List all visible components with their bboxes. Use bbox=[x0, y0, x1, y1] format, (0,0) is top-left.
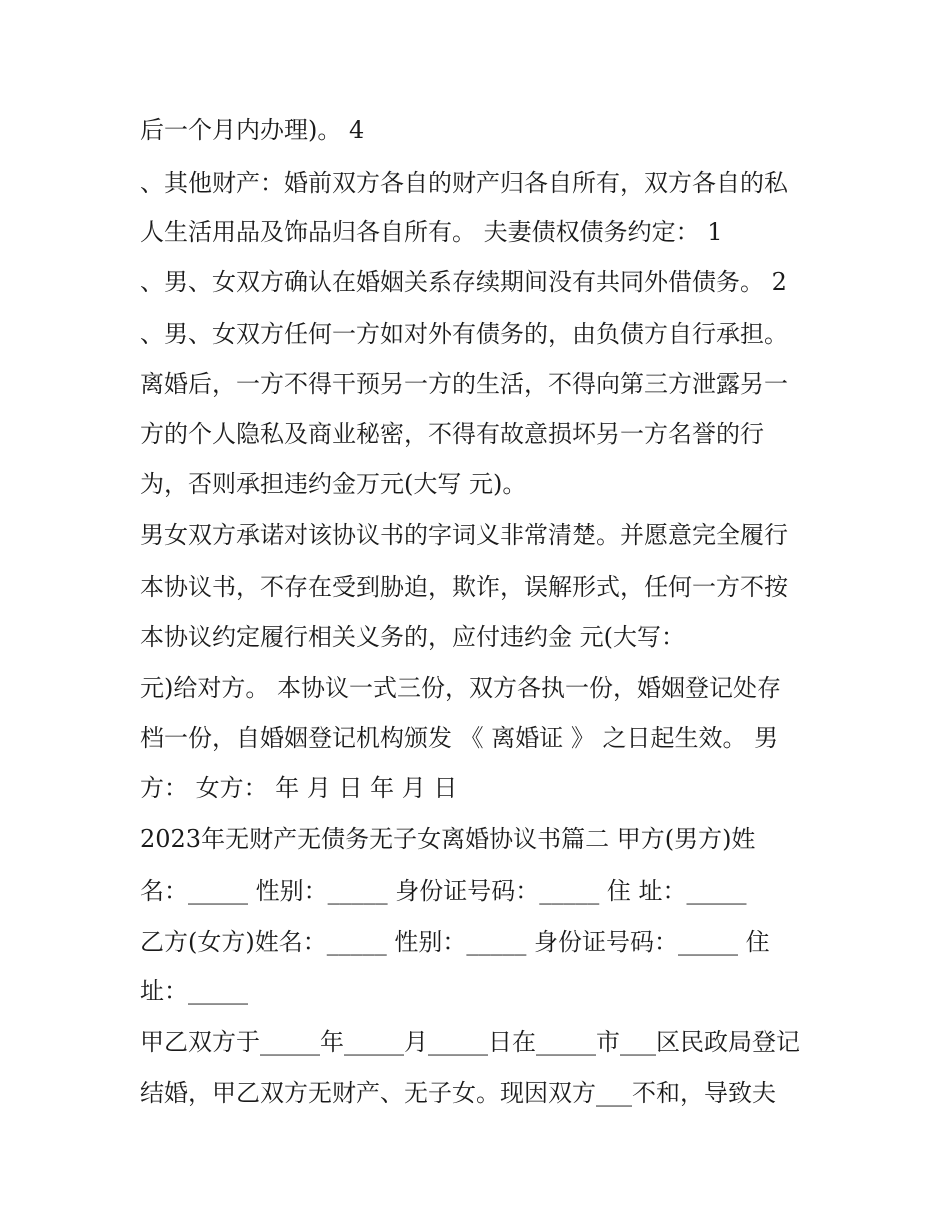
text-line: 本协议约定履行相关义务的，应付违约金 元(大写： bbox=[140, 623, 685, 651]
text-line: 方： 女方： 年 月 日 年 月 日 bbox=[140, 774, 458, 802]
text-line: 本协议书，不存在受到胁迫，欺诈，误解形式，任何一方不按 bbox=[140, 573, 788, 601]
text-line: 名：_____ 性别：_____ 身份证号码：_____ 住 址：_____ bbox=[140, 877, 747, 905]
text-line: 男女双方承诺对该协议书的字词义非常清楚。并愿意完全履行 bbox=[140, 521, 788, 549]
text-line: 后一个月内办理)。 4 bbox=[140, 116, 365, 144]
text-line: 档一份，自婚姻登记机构颁发 《 离婚证 》 之日起生效。 男 bbox=[140, 724, 779, 752]
text-line: 甲乙双方于_____年_____月_____日在_____市___区民政局登记 bbox=[140, 1028, 800, 1056]
text-line: 、男、女双方任何一方如对外有债务的，由负债方自行承担。 bbox=[140, 320, 788, 348]
text-line: 元)给对方。 本协议一式三份，双方各执一份，婚姻登记处存 bbox=[140, 674, 781, 702]
text-line: 、男、女双方确认在婚姻关系存续期间没有共同外借债务。 2 bbox=[140, 268, 787, 296]
text-line: 离婚后，一方不得干预另一方的生活，不得向第三方泄露另一 bbox=[140, 370, 788, 398]
text-line: 2023年无财产无债务无子女离婚协议书篇二 甲方(男方)姓 bbox=[140, 825, 756, 853]
text-line: 、其他财产：婚前双方各自的财产归各自所有，双方各自的私 bbox=[140, 169, 788, 197]
text-line: 人生活用品及饰品归各自所有。 夫妻债权债务约定： 1 bbox=[140, 218, 723, 246]
text-line: 结婚，甲乙双方无财产、无子女。现因双方___不和，导致夫 bbox=[140, 1079, 776, 1107]
text-line: 乙方(女方)姓名：_____ 性别：_____ 身份证号码：_____ 住 bbox=[140, 928, 770, 956]
text-line: 方的个人隐私及商业秘密，不得有故意损坏另一方名誉的行 bbox=[140, 420, 764, 448]
text-line: 为，否则承担违约金万元(大写 元)。 bbox=[140, 470, 527, 498]
text-line: 址：_____ bbox=[140, 977, 248, 1005]
